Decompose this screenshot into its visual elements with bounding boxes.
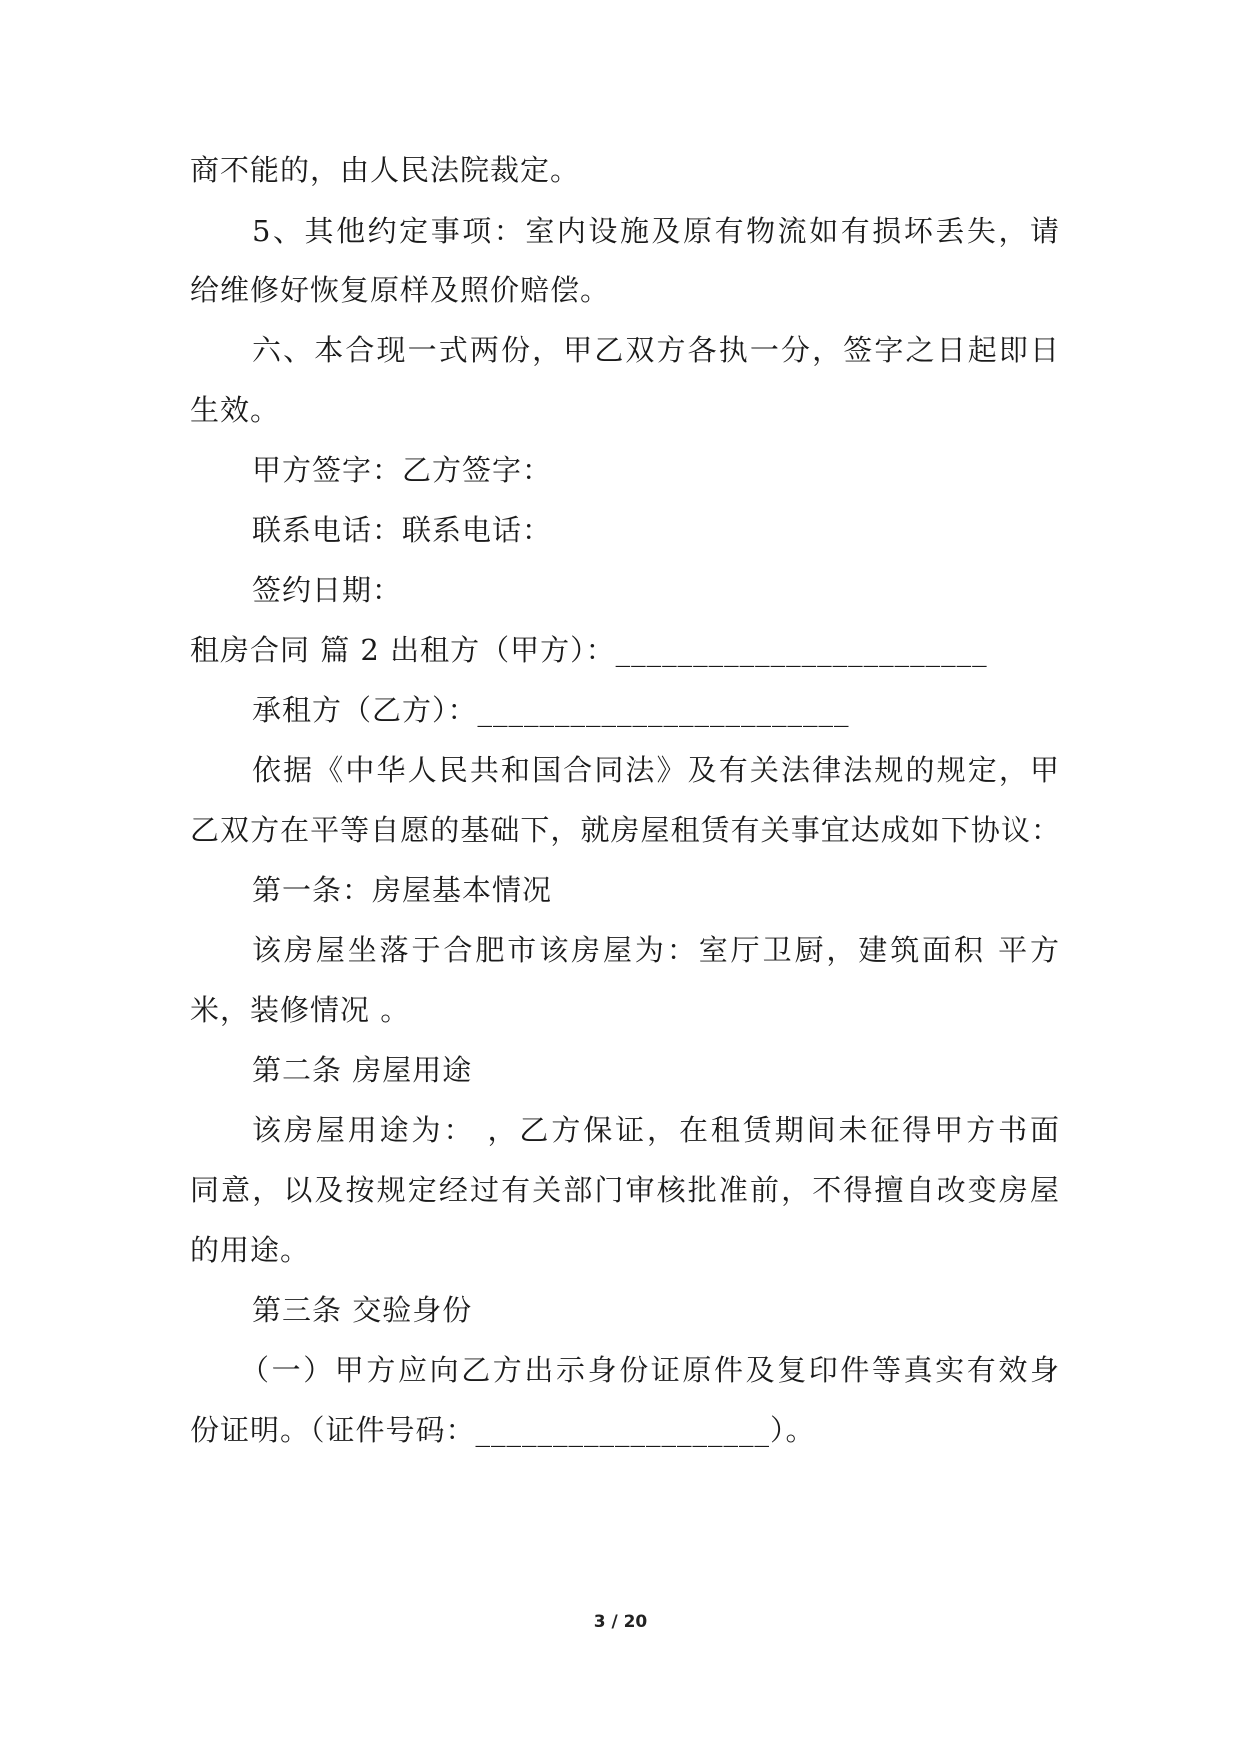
text-line: 承租方（乙方）：________________________ bbox=[252, 693, 850, 727]
text-line: 该房屋坐落于合肥市该房屋为：室厅卫厨，建筑面积 平方 bbox=[252, 933, 1060, 967]
text-line: 乙双方在平等自愿的基础下，就房屋租赁有关事宜达成如下协议： bbox=[190, 813, 1060, 847]
text-line: 份证明。（证件号码：___________________）。 bbox=[190, 1413, 816, 1447]
text-line: 米，装修情况 。 bbox=[190, 993, 411, 1027]
signature-line: 甲方签字：乙方签字： bbox=[252, 453, 553, 487]
article-heading: 第二条 房屋用途 bbox=[252, 1053, 473, 1087]
text-line: 商不能的，由人民法院裁定。 bbox=[190, 153, 581, 187]
text-line: 给维修好恢复原样及照价赔偿。 bbox=[190, 273, 611, 307]
article-heading: 第一条：房屋基本情况 bbox=[252, 873, 553, 907]
article-heading: 第三条 交验身份 bbox=[252, 1293, 473, 1327]
date-line: 签约日期： bbox=[252, 573, 403, 607]
page-number: 3 / 20 bbox=[593, 1612, 648, 1632]
text-line: （一）甲方应向乙方出示身份证原件及复印件等真实有效身 bbox=[240, 1353, 1060, 1387]
text-line: 5、其他约定事项：室内设施及原有物流如有损坏丢失，请 bbox=[252, 214, 1060, 248]
section-heading: 租房合同 篇 2 出租方（甲方）：________________________ bbox=[190, 633, 988, 667]
text-line: 同意，以及按规定经过有关部门审核批准前，不得擅自改变房屋 bbox=[190, 1173, 1060, 1207]
text-line: 生效。 bbox=[190, 393, 281, 427]
text-line: 依据《中华人民共和国合同法》及有关法律法规的规定，甲 bbox=[252, 753, 1060, 787]
text-line: 的用途。 bbox=[190, 1233, 311, 1267]
text-line: 六、本合现一式两份，甲乙双方各执一分，签字之日起即日 bbox=[252, 333, 1060, 367]
text-line: 该房屋用途为： ，乙方保证，在租赁期间未征得甲方书面 bbox=[252, 1113, 1060, 1147]
phone-line: 联系电话：联系电话： bbox=[252, 513, 553, 547]
